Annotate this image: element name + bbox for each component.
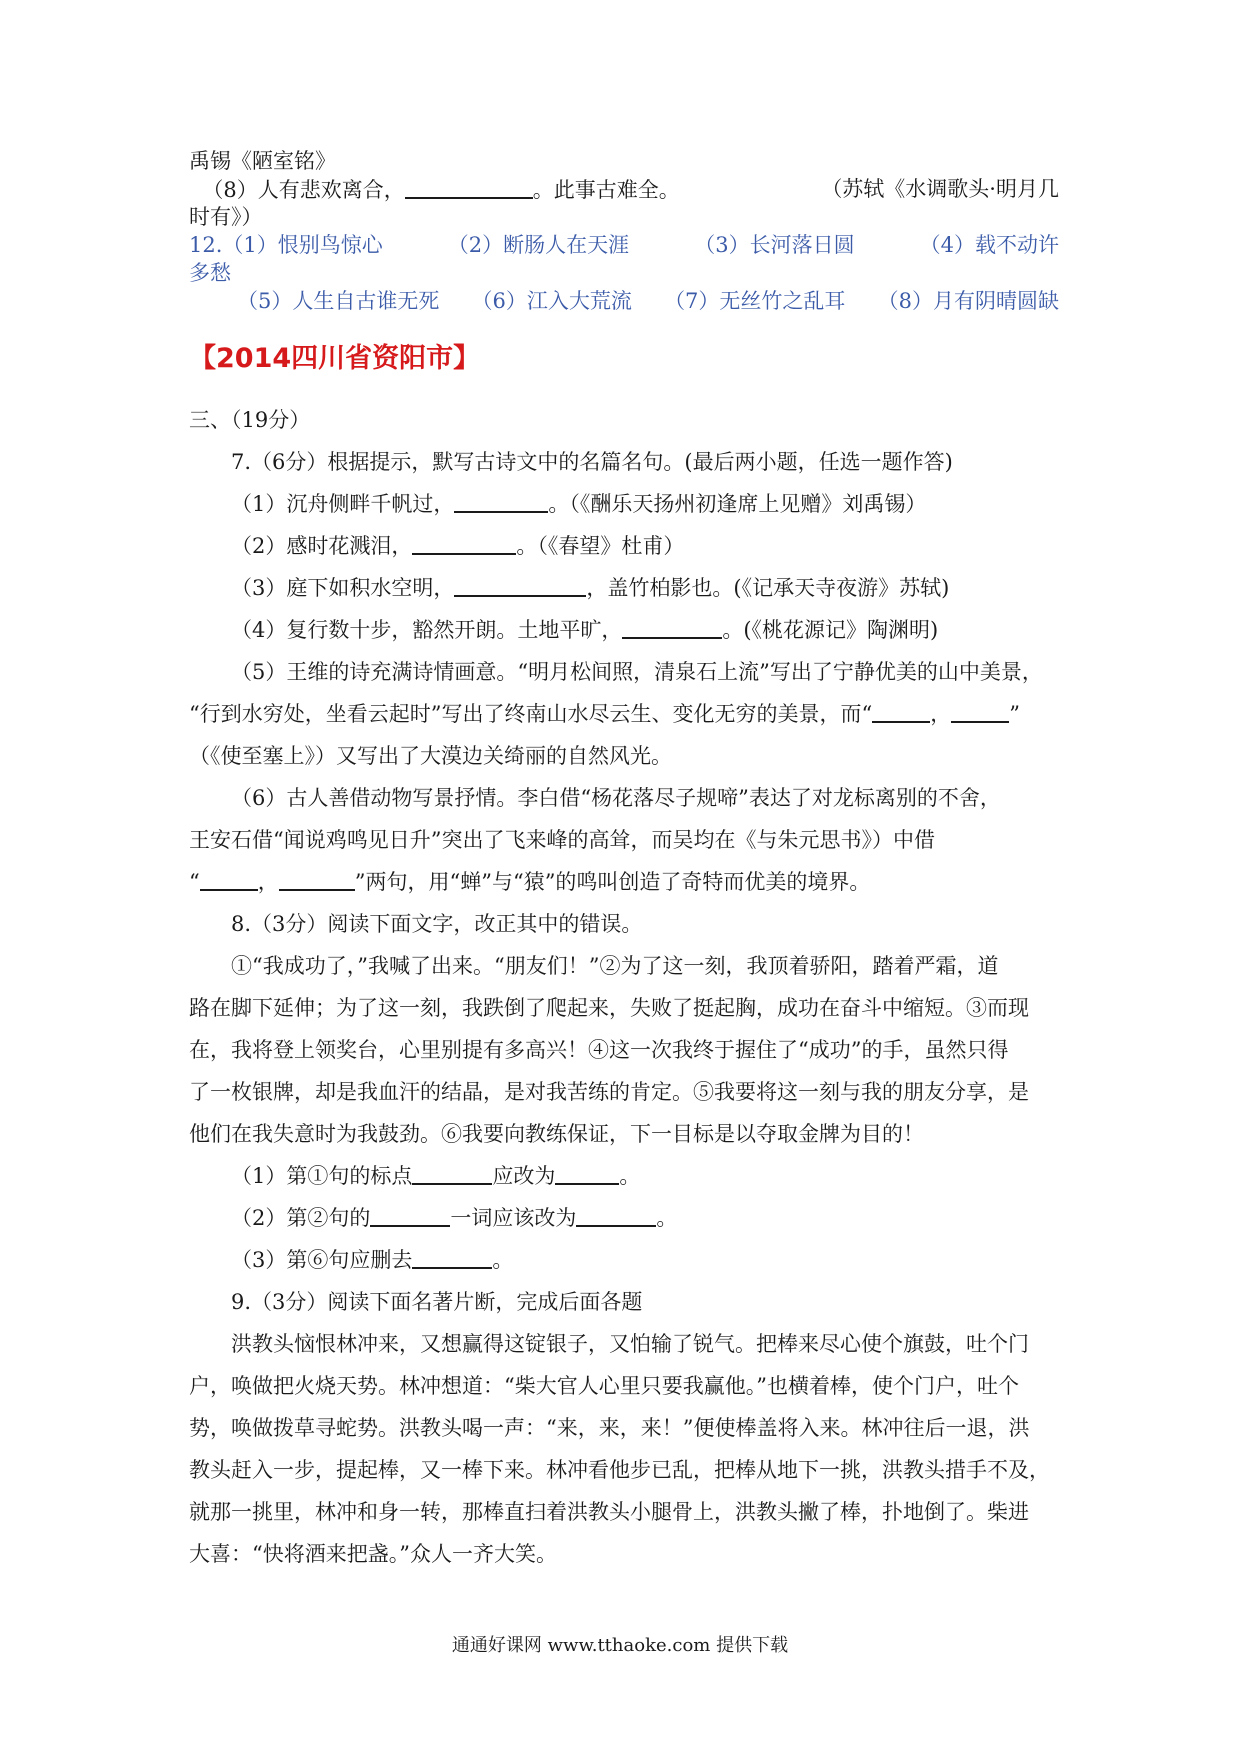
question-7-6-line-2: 王安石借“闻说鸡鸣见日升”突出了飞来峰的高耸，而吴均在《与朱元思书》）中借 (189, 828, 935, 852)
answer-blank[interactable] (555, 1161, 619, 1185)
question-7-3: （3）庭下如积水空明， ，盖竹柏影也。(《记承天寺夜游》苏轼) (189, 567, 1059, 609)
answer-blank[interactable] (405, 175, 533, 199)
question-8-1: （1）第①句的标点 应改为 。 (189, 1155, 1059, 1197)
question-8-2: （2）第②句的 一词应该改为 。 (189, 1197, 1059, 1239)
answer-8: （8）月有阴晴圆缺 (877, 289, 1059, 313)
section-3 (189, 399, 1059, 1575)
passage-line: 了一枚银牌，却是我血汗的结晶，是对我苦练的肯定。⑤我要将这一刻与我的朋友分享，是 (189, 1080, 1029, 1104)
answer-4: （4）载不动许 (919, 233, 1059, 257)
answer-blank[interactable] (200, 867, 258, 891)
answer-blank[interactable] (412, 531, 516, 555)
text-line: 禹锡《陋室铭》 (189, 149, 336, 173)
answer-3: （3）长河落日圆 (694, 233, 855, 257)
question-7-5-line-1: （5）王维的诗充满诗情画意。“明月松间照，清泉石上流”写出了宁静优美的山中美景， (231, 660, 1043, 684)
question-7-5-line-2: “行到水穷处，坐看云起时”写出了终南山水尽云生、变化无穷的美景，而“ ， ” (189, 693, 1059, 735)
passage-line: 洪教头恼恨林冲来，又想赢得这锭银子，又怕输了锐气。把棒来尽心使个旗鼓，吐个门 (231, 1332, 1029, 1356)
question-7-6-line-1: （6）古人善借动物写景抒情。李白借“杨花落尽子规啼”表达了对龙标离别的不舍， (231, 786, 1001, 810)
answer-blank[interactable] (412, 1245, 492, 1269)
answer-blank[interactable] (576, 1203, 656, 1227)
passage-line: 路在脚下延伸；为了这一刻，我跌倒了爬起来，失败了挺起胸，成功在奋斗中缩短。③而现 (189, 996, 1029, 1020)
page-content (189, 147, 1059, 1575)
question-9-intro: 9.（3分）阅读下面名著片断，完成后面各题 (231, 1290, 643, 1314)
passage-line: 就那一挑里，林冲和身一转，那棒直扫着洪教头小腿骨上，洪教头撇了棒，扑地倒了。柴进 (189, 1500, 1029, 1524)
section-heading: 三、（19分） (189, 408, 311, 432)
answer-7: （7）无丝竹之乱耳 (664, 289, 846, 313)
question-7-5-line-3: （《使至塞上》）又写出了大漠边关绮丽的自然风光。 (189, 744, 672, 768)
page-footer: 通通好课网 www.tthaoke.com 提供下载 (451, 1635, 789, 1656)
question-7-4: （4）复行数十步，豁然开朗。土地平旷， 。(《桃花源记》陶渊明) (189, 609, 1059, 651)
passage-line: 教头赶入一步，提起棒，又一棒下来。林冲看他步已乱，把棒从地下一挑，洪教头措手不及， (189, 1458, 1050, 1482)
text-line: 时有》） (189, 205, 263, 229)
passage-line: 户，唤做把火烧天势。林冲想道：“柴大官人心里只要我赢他。”也横着棒，使个门户，吐个 (189, 1374, 1019, 1398)
answer-blank[interactable] (279, 867, 355, 891)
answer-blank[interactable] (454, 573, 586, 597)
answer-blank[interactable] (454, 489, 548, 513)
answer-blank[interactable] (951, 699, 1009, 723)
answer-4-continued: 多愁 (189, 261, 231, 285)
answer-5: （5）人生自古谁无死 (237, 289, 440, 313)
question-8-text: （8）人有悲欢离合， 。此事古难全。 (189, 175, 680, 203)
question-7-2: （2）感时花溅泪， 。（《春望》杜甫） (189, 525, 1059, 567)
question-7-intro: 7.（6分）根据提示，默写古诗文中的名篇名句。(最后两小题，任选一题作答) (231, 450, 953, 474)
answers-row-2 (189, 287, 1059, 315)
question-8-intro: 8.（3分）阅读下面文字，改正其中的错误。 (231, 912, 643, 936)
answer-blank[interactable] (622, 615, 722, 639)
question-7-6-line-3: “ ， ”两句，用“蝉”与“猿”的鸣叫创造了奇特而优美的境界。 (189, 861, 1059, 903)
answer-6: （6）江入大荒流 (471, 289, 632, 313)
passage-line: 他们在我失意时为我鼓劲。⑥我要向教练保证，下一目标是以夺取金牌为目的！ (189, 1122, 924, 1146)
answer-1: 12.（1）恨别鸟惊心 (189, 233, 383, 257)
passage-line: 在，我将登上领奖台，心里别提有多高兴！④这一次我终于握住了“成功”的手，虽然只得 (189, 1038, 1009, 1062)
passage-line: 势，唤做拨草寻蛇势。洪教头喝一声：“来，来，来！”便使棒盖将入来。林冲往后一退，洪 (189, 1416, 1030, 1440)
answer-blank[interactable] (872, 699, 930, 723)
passage-line: ①“我成功了，”我喊了出来。“朋友们！”②为了这一刻，我顶着骄阳，踏着严霜，道 (231, 954, 999, 978)
question-8-line (189, 175, 1059, 203)
answer-blank[interactable] (412, 1161, 492, 1185)
answer-blank[interactable] (370, 1203, 450, 1227)
section-title: 【2014四川省资阳市】 (189, 343, 481, 374)
passage-line: 大喜：“快将酒来把盏。”众人一齐大笑。 (189, 1542, 557, 1566)
question-8-3: （3）第⑥句应删去 。 (189, 1239, 1059, 1281)
question-8-source: （苏轼《水调歌头·明月几 (821, 177, 1059, 201)
answers-row-1 (189, 231, 1059, 259)
question-7-1: （1）沉舟侧畔千帆过， 。（《酬乐天扬州初逢席上见赠》刘禹锡） (189, 483, 1059, 525)
answer-2: （2）断肠人在天涯 (447, 233, 630, 257)
